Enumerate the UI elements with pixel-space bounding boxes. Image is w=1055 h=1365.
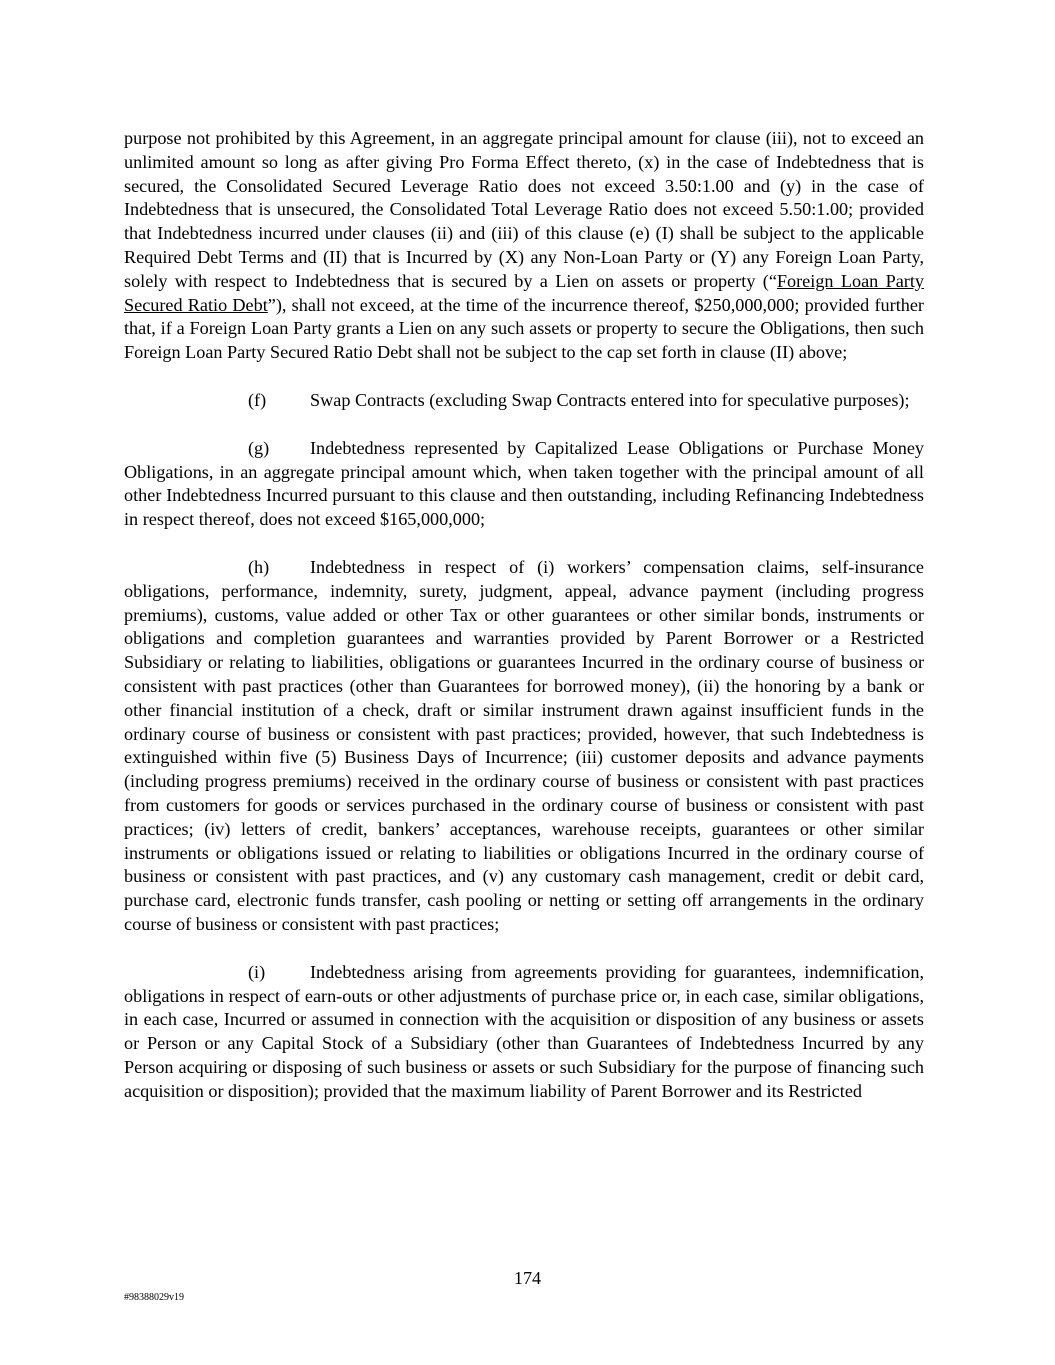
clause-i-text: Indebtedness arising from agreements providing for guarantees, indemnification, obligations in respect of earn-outs or other adjustments of purchase price or, in each case, similar obligations, in each case, Incurred or assumed in connection with the acquisition or disposition of any business or assets or Person or any Capital Stock of a Subsidiary (other than Guarantees of Indebtedness Incurred by any Person acquiring or disposing of such business or assets or such Subsidiary for the purpose of financing such acquisition or disposition); provided that the maximum liability of Parent Borrower and its Restricted xyxy=(124,961,924,1101)
paragraph-continuation xyxy=(124,127,924,365)
clause-f-text: Swap Contracts (excluding Swap Contracts entered into for speculative purposes); xyxy=(310,389,910,410)
clause-g xyxy=(124,437,924,532)
clause-h-label: (h) xyxy=(248,556,270,577)
clause-f-label: (f) xyxy=(248,389,267,410)
defined-term-foreign-loan-party-secured-ratio-debt: Foreign Loan Party Secured Ratio Debt xyxy=(124,270,924,315)
paragraph-continuation-text-end: ”), shall not exceed, at the time of the incurrence thereof, $250,000,000; provided further that, if a Foreign Loan Party grants a Lien on any such assets or property to secure the Obligations, then such Foreign Loan Party Secured Ratio Debt shall not be subject to the cap set forth in clause (II) above; xyxy=(124,294,924,363)
clause-g-text: Indebtedness represented by Capitalized Lease Obligations or Purchase Money Obligations, in an aggregate principal amount which, when taken together with the principal amount of all other Indebtedness Incurred pursuant to this clause and then outstanding, including Refinancing Indebtedness in respect thereof, does not exceed $165,000,000; xyxy=(124,437,924,530)
clause-g-label: (g) xyxy=(248,437,270,458)
clause-h xyxy=(124,556,924,937)
page-number: 174 xyxy=(513,1268,542,1288)
paragraph-continuation-text: purpose not prohibited by this Agreement, in an aggregate principal amount for clause (iii), not to exceed an unlimited amount so long as after giving Pro Forma Effect thereto, (x) in the case of Indebtedness that is secured, the Consolidated Secured Leverage Ratio does not exceed 3.50:1.00 and (y) in the case of Indebtedness that is unsecured, the Consolidated Total Leverage Ratio does not exceed 5.50:1.00; provided that Indebtedness incurred under clauses (ii) and (iii) of this clause (e) (I) shall be subject to the applicable Required Debt Terms and (II) that is Incurred by (X) any Non-Loan Party or (Y) any Foreign Loan Party, solely with respect to Indebtedness that is secured by a Lien on assets or property (“ xyxy=(124,128,924,291)
document-page xyxy=(124,127,924,1103)
clause-i xyxy=(124,961,924,1104)
clause-f xyxy=(124,389,924,413)
document-id: #98388029v19 xyxy=(124,1292,184,1303)
clause-i-label: (i) xyxy=(248,961,266,982)
clause-h-text: Indebtedness in respect of (i) workers’ compensation claims, self-insurance obligations, performance, indemnity, surety, judgment, appeal, advance payment (including progress premiums), customs, value added or other Tax or other guarantees or other similar bonds, instruments or obligations and completion guarantees and warranties provided by Parent Borrower or a Restricted Subsidiary or relating to liabilities, obligations or guarantees Incurred in the ordinary course of business or consistent with past practices (other than Guarantees for borrowed money), (ii) the honoring by a bank or other financial institution of a check, draft or similar instrument drawn against insufficient funds in the ordinary course of business or consistent with past practices; provided, however, that such Indebtedness is extinguished within five (5) Business Days of Incurrence; (iii) customer deposits and advance payments (including progress premiums) received in the ordinary course of business or consistent with past practices from customers for goods or services purchased in the ordinary course of business or consistent with past practices; (iv) letters of credit, bankers’ acceptances, warehouse receipts, guarantees or other similar instruments or obligations issued or relating to liabilities or obligations Incurred in the ordinary course of business or consistent with past practices, and (v) any customary cash management, credit or debit card, purchase card, electronic funds transfer, cash pooling or netting or setting off arrangements in the ordinary course of business or consistent with past practices; xyxy=(124,556,924,934)
